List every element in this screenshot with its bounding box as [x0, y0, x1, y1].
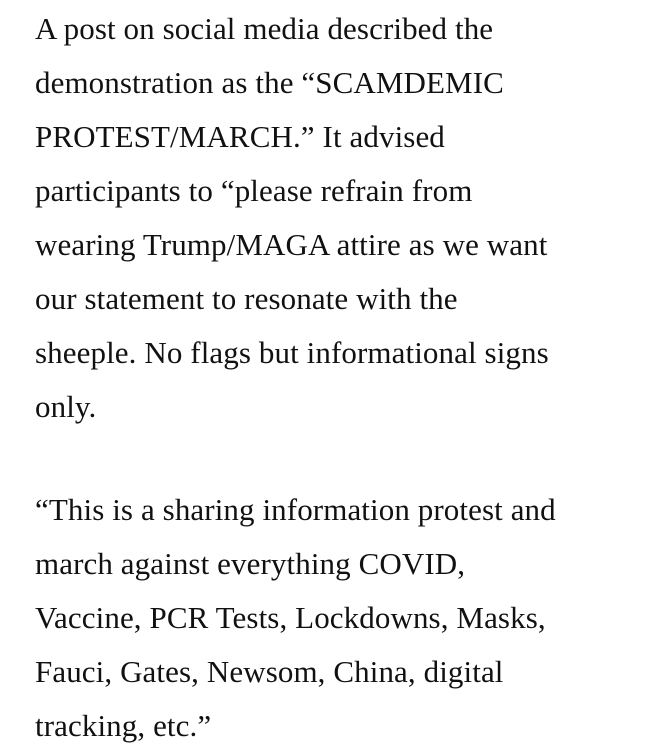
paragraph-line: participants to “please refrain from — [35, 173, 473, 208]
paragraph-line: A post on social media described the — [35, 11, 494, 46]
paragraph-line: march against everything COVID, — [35, 546, 466, 581]
paragraph-line: Vaccine, PCR Tests, Lockdowns, Masks, — [35, 600, 546, 635]
paragraph-line: Fauci, Gates, Newsom, China, digital — [35, 654, 504, 689]
paragraph-social-media-post — [35, 2, 549, 434]
paragraph-line: “This is a sharing information protest and — [35, 492, 556, 527]
paragraph-line: demonstration as the “SCAMDEMIC — [35, 65, 504, 100]
paragraph-line: our statement to resonate with the — [35, 281, 458, 316]
paragraph-quote — [35, 483, 556, 750]
paragraph-line: sheeple. No flags but informational signs — [35, 335, 549, 370]
paragraph-line: wearing Trump/MAGA attire as we want — [35, 227, 548, 262]
paragraph-line: only. — [35, 389, 97, 424]
paragraph-line: PROTEST/MARCH.” It advised — [35, 119, 445, 154]
paragraph-line: tracking, etc.” — [35, 708, 212, 743]
